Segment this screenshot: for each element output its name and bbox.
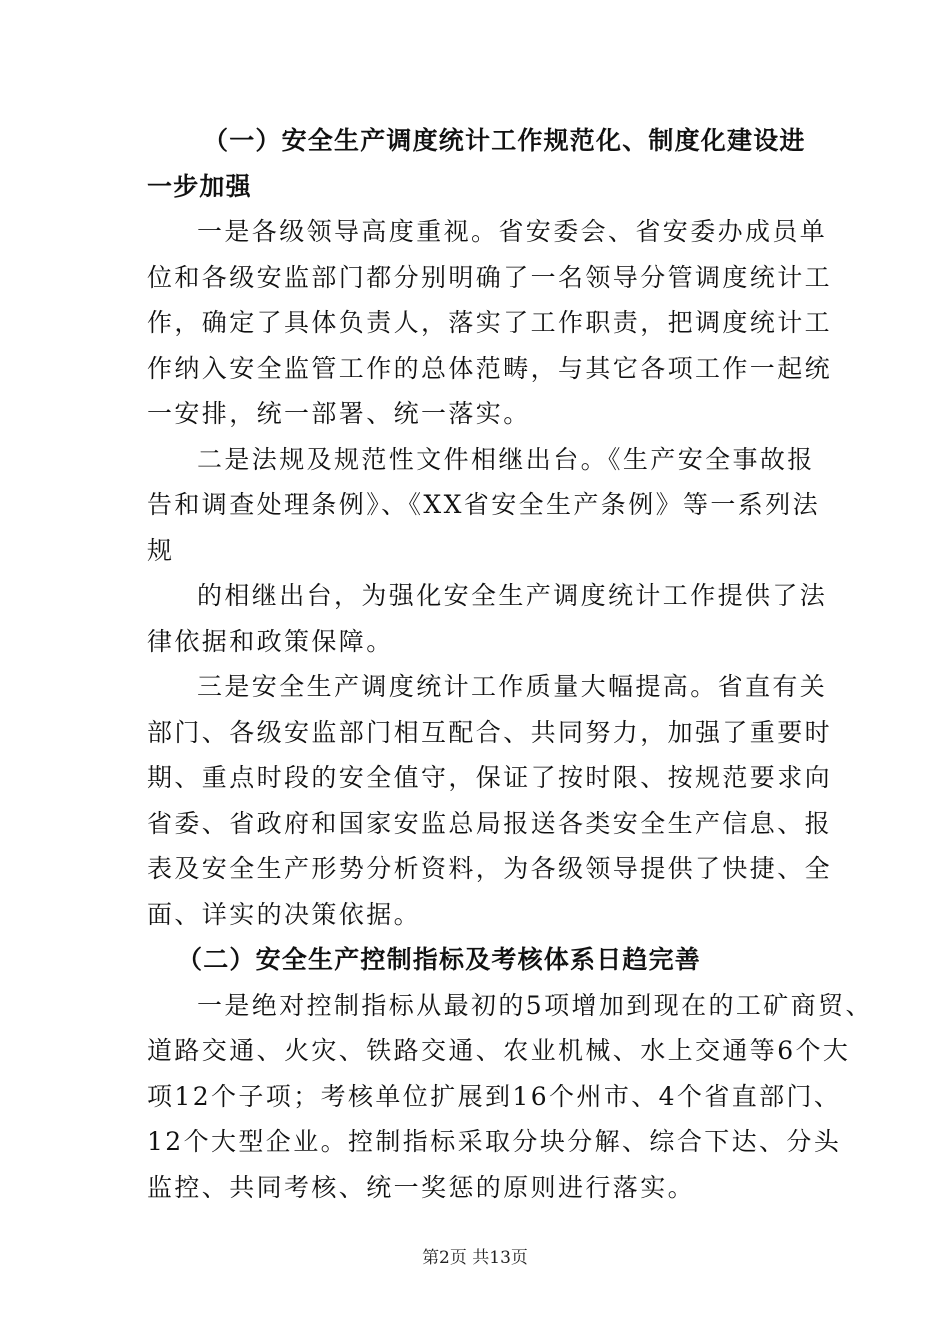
text-line: 规 — [147, 535, 175, 565]
document-body — [147, 118, 873, 1210]
section-heading-1-line-1: （一）安全生产调度统计工作规范化、制度化建设进 — [203, 126, 806, 155]
text-line: 项12个子项；考核单位扩展到16个州市、4个省直部门、 — [147, 1081, 842, 1111]
text-line: 一安排，统一部署、统一落实。 — [147, 399, 531, 428]
text-line: 作，确定了具体负责人，落实了工作职责，把调度统计工 — [147, 308, 833, 337]
section-heading-1-line-2: 一步加强 — [147, 171, 252, 201]
text-line: 面、详实的决策依据。 — [147, 899, 422, 929]
paragraph-control-indicators — [147, 983, 873, 1211]
text-line: 监控、共同考核、统一奖惩的原则进行落实。 — [147, 1172, 696, 1202]
paragraph-leadership — [147, 209, 833, 437]
text-line: 道路交通、火灾、铁路交通、农业机械、水上交通等6个大 — [147, 1036, 851, 1065]
text-line: 期、重点时段的安全值守，保证了按时限、按规范要求向 — [147, 763, 833, 792]
text-line: 二是法规及规范性文件相继出台。《生产安全事故报 — [197, 444, 815, 474]
text-line: 告和调查处理条例》、《XX省安全生产条例》等一系列法 — [147, 490, 820, 519]
text-line: 的相继出台，为强化安全生产调度统计工作提供了法 — [197, 581, 828, 610]
text-line: 一是绝对控制指标从最初的5项增加到现在的工矿商贸、 — [197, 990, 873, 1020]
paragraph-legal-basis — [147, 573, 828, 664]
paragraph-quality — [147, 664, 833, 937]
text-line: 作纳入安全监管工作的总体范畴，与其它各项工作一起统 — [147, 353, 833, 383]
text-line: 一是各级领导高度重视。省安委会、省安委办成员单 — [197, 217, 828, 246]
paragraph-regulations — [147, 437, 820, 574]
text-line: 三是安全生产调度统计工作质量大幅提高。省直有关 — [197, 672, 828, 701]
text-line: 律依据和政策保障。 — [147, 626, 394, 656]
text-line: 表及安全生产形势分析资料，为各级领导提供了快捷、全 — [147, 854, 833, 883]
text-line: 12个大型企业。控制指标采取分块分解、综合下达、分头 — [147, 1127, 842, 1156]
text-line: 位和各级安监部门都分别明确了一名领导分管调度统计工 — [147, 262, 833, 292]
section-heading-2: （二）安全生产控制指标及考核体系日趋完善 — [177, 945, 702, 974]
page-number-footer: 第2页 共13页 — [422, 1248, 528, 1268]
text-line: 省委、省政府和国家安监总局报送各类安全生产信息、报 — [147, 808, 833, 838]
text-line: 部门、各级安监部门相互配合、共同努力，加强了重要时 — [147, 717, 833, 747]
